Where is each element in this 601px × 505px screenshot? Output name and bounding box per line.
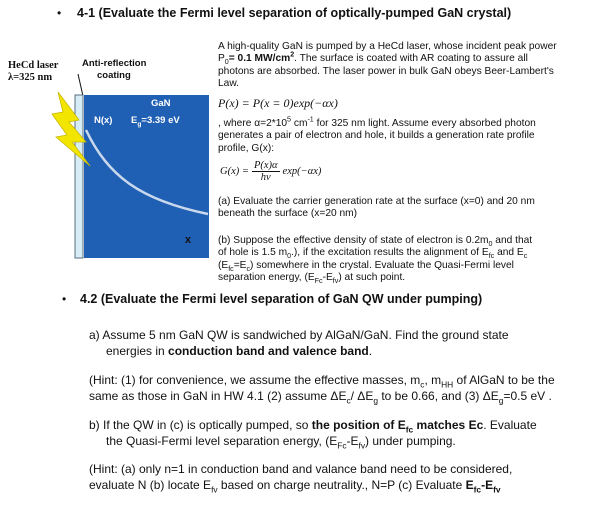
question-2a: a) Assume 5 nm GaN QW is sandwiched by AlGaN/GaN. Find the ground state energies in conduction band and valence band. — [89, 328, 509, 358]
bandgap-label: $E_g=3.39$ eV — [131, 115, 180, 128]
bullet-1: • — [57, 6, 62, 20]
question-2b: b) If the QW in (c) is optically pumped, so the position of $E_{fc}$ matches Ec. Evaluate the Quasi-Fermi level separation energy, $(E_{Fc}-E_{fv})$ under pumping. — [89, 418, 537, 451]
gan-diagram — [0, 38, 215, 260]
coating-label-2: coating — [97, 70, 131, 81]
beer-lambert-equation: P(x) = P(x = 0)exp(−αx) — [218, 96, 338, 110]
question-1b: (b) Suppose the effective density of state of electron is $0.2m_0$ and that of hole is 1.5 $m_0$.), if the excitation results the alignment of $E_{fc}$ and $E_c$ $(E_{fc}=E_c)$ somewhere in the crystal. Evaluate the Quasi-Fermi level separation energy, $(E_{Fc}-E_{fv})$ at such point. — [218, 235, 533, 285]
problem-1-generation: , where $\alpha=2*10^5$ $cm^{-1}$ for 325 nm light. Assume every absorbed photon generates a pair of electron and hole, it builds a generation rate profile profile, G(x): — [218, 115, 536, 154]
section-1-heading: 4-1 (Evaluate the Fermi level separation of optically-pumped GaN crystal) — [77, 6, 512, 20]
section-2-heading: 4.2 (Evaluate the Fermi level separation of GaN QW under pumping) — [80, 292, 483, 306]
laser-label: HeCd laser — [8, 60, 59, 71]
coating-pointer — [78, 74, 83, 96]
hint-2a: (Hint: (1) for convenience, we assume the effective masses, $m_c$, $m_{HH}$ of AlGaN to be the same as those in GaN in HW 4.1 (2) assume $\Delta E_c/$ $\Delta E_g$ to be 0.66, and (3) $\Delta E_g=0.5$ eV . — [89, 373, 555, 406]
wavelength-label: λ=325 nm — [8, 72, 53, 83]
hint-2b: (Hint: (a) only n=1 in conduction band and valance band need to be considered, evaluate N (b) locate $E_{fv}$ based on charge neutrality., N=P (c) Evaluate $E_{fc}-E_{fv}$ — [89, 462, 513, 495]
gan-label: GaN — [151, 98, 171, 109]
diagram-graphics — [0, 38, 215, 260]
question-1a: (a) Evaluate the carrier generation rate at the surface (x=0) and 20 nm beneath the surface (x=20 nm) — [218, 196, 535, 220]
generation-rate-equation: G(x) = $\frac{P(x)\alpha}{h\nu}$ exp(−αx) — [220, 160, 322, 183]
x-axis-label: x — [185, 234, 192, 246]
coating-label: Anti-reflection — [82, 58, 147, 69]
nx-label: N(x) — [94, 115, 113, 126]
problem-1-intro: A high-quality GaN is pumped by a HeCd laser, whose incident peak power $P_0= 0.1$ $MW/cm^2$. The surface is coated with AR coating to assure all photons are absorbed. The laser power in bulk GaN obeys Beer-Lambert's Law. — [218, 41, 557, 89]
bullet-2: • — [62, 292, 67, 306]
